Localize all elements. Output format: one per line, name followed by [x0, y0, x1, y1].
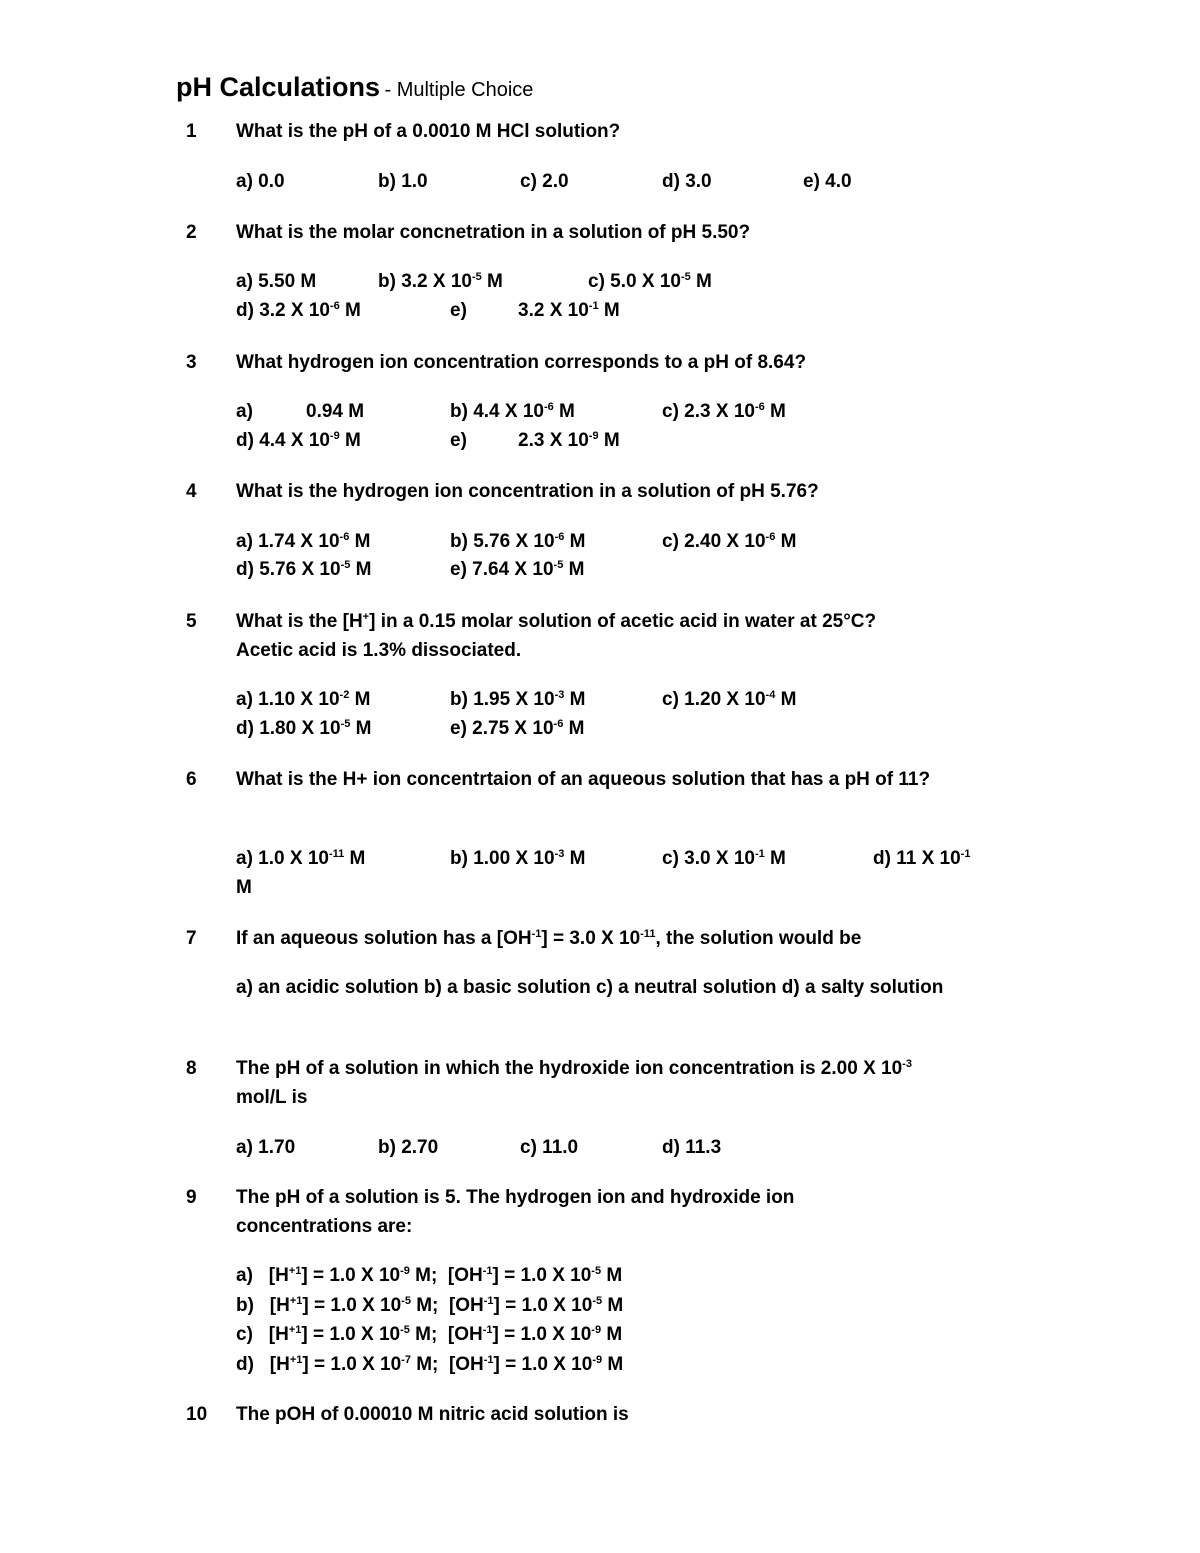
- question-text: The pH of a solution in which the hydroxide ion concentration is 2.00 X $10^{-3}$ mol/L is: [236, 1058, 912, 1108]
- answer-option: e): [450, 300, 467, 321]
- question-number: 2: [186, 222, 197, 243]
- answer-option-value: 0.94 M: [306, 401, 365, 422]
- answer-option: d) 11 X $10^{-1}$: [873, 848, 971, 869]
- question-number: 1: [186, 121, 197, 142]
- question-text: If an aqueous solution has a $[OH^{-1}] = 3.0$ X $10^{-11}$, the solution would be: [236, 928, 862, 949]
- answer-option: d) 5.76 X $10^{-5}$ M: [236, 559, 372, 580]
- answer-option: b) 1.0: [378, 171, 428, 192]
- answer-option: d) 3.2 X $10^{-6}$ M: [236, 300, 361, 321]
- answer-options: a) an acidic solution b) a basic solution c) a neutral solution d) a salty solution: [236, 977, 944, 998]
- answer-option: c) 5.0 X $10^{-5}$ M: [588, 271, 712, 292]
- question-text: The pH of a solution is 5. The hydrogen ion and hydroxide ion concentrations are:: [236, 1187, 795, 1237]
- answer-option: c) 11.0: [520, 1137, 579, 1158]
- question-number: 5: [186, 611, 197, 632]
- answer-option: d) 1.80 X $10^{-5}$ M: [236, 718, 372, 739]
- answer-option: c) 3.0 X $10^{-1}$ M: [662, 848, 786, 869]
- answer-option: b) 4.4 X $10^{-6}$ M: [450, 401, 575, 422]
- question-text: The pOH of 0.00010 M nitric acid solution is: [236, 1404, 629, 1425]
- answer-option: b) 1.00 X $10^{-3}$ M: [450, 848, 586, 869]
- answer-option: c) $[H^{+1}] = 1.0$ X $10^{-5}$ M; $[OH^{-1}] = 1.0$ X $10^{-9}$ M: [236, 1324, 623, 1345]
- question-number: 10: [186, 1404, 208, 1425]
- question-text: What is the hydrogen ion concentration in a solution of pH 5.76?: [236, 481, 819, 502]
- question-number: 8: [186, 1058, 197, 1079]
- answer-option: a) 1.74 X $10^{-6}$ M: [236, 531, 371, 552]
- answer-option: e): [450, 430, 467, 451]
- answer-option: a) 1.10 X $10^{-2}$ M: [236, 689, 371, 710]
- answer-option: a) 1.0 X $10^{-11}$ M: [236, 848, 366, 869]
- answer-option: c) 1.20 X $10^{-4}$ M: [662, 689, 797, 710]
- answer-option: c) 2.0: [520, 171, 569, 192]
- answer-option: b) 5.76 X $10^{-6}$ M: [450, 531, 586, 552]
- question-number: 7: [186, 928, 197, 949]
- answer-option: e) 4.0: [803, 171, 852, 192]
- answer-option: c) 2.3 X $10^{-6}$ M: [662, 401, 786, 422]
- answer-option: b) 2.70: [378, 1137, 439, 1158]
- answer-option: a): [236, 401, 253, 422]
- title-main: pH Calculations: [176, 72, 381, 102]
- question-text: What is the molar concnetration in a solution of pH 5.50?: [236, 222, 751, 243]
- answer-option: e) 7.64 X $10^{-5}$ M: [450, 559, 585, 580]
- question-text: What is the [H+] in a 0.15 molar solution of acetic acid in water at 25°C? Acetic acid is 1.3% dissociated.: [236, 611, 877, 661]
- answer-option-value: 2.3 X $10^{-9}$ M: [518, 430, 620, 451]
- title-subtitle: - Multiple Choice: [384, 79, 534, 101]
- answer-option: b) $[H^{+1}] = 1.0$ X $10^{-5}$ M; $[OH^{-1}] = 1.0$ X $10^{-5}$ M: [236, 1295, 624, 1316]
- question-number: 6: [186, 769, 197, 790]
- answer-option: b) 1.95 X $10^{-3}$ M: [450, 689, 586, 710]
- page-title: [176, 72, 533, 103]
- answer-option: d) $[H^{+1}] = 1.0$ X $10^{-7}$ M; $[OH^{-1}] = 1.0$ X $10^{-9}$ M: [236, 1354, 624, 1375]
- question-number: 4: [186, 481, 197, 502]
- question-text: What hydrogen ion concentration corresponds to a pH of 8.64?: [236, 352, 807, 373]
- answer-option: d) 4.4 X $10^{-9}$ M: [236, 430, 361, 451]
- answer-option: d) 3.0: [662, 171, 712, 192]
- question-number: 9: [186, 1187, 197, 1208]
- answer-option: a) 1.70: [236, 1137, 296, 1158]
- answer-option: e) 2.75 X $10^{-6}$ M: [450, 718, 585, 739]
- answer-option: b) 3.2 X $10^{-5}$ M: [378, 271, 503, 292]
- answer-option: a) $[H^{+1}] = 1.0$ X $10^{-9}$ M; $[OH^{-1}] = 1.0$ X $10^{-5}$ M: [236, 1265, 623, 1286]
- answer-option: a) 0.0: [236, 171, 285, 192]
- question-number: 3: [186, 352, 197, 373]
- answer-option: a) 5.50 M: [236, 271, 317, 292]
- answer-option-unit: M: [236, 877, 252, 898]
- answer-option: c) 2.40 X $10^{-6}$ M: [662, 531, 797, 552]
- answer-option: d) 11.3: [662, 1137, 722, 1158]
- question-text: What is the H+ ion concentrtaion of an aqueous solution that has a pH of 11?: [236, 769, 931, 790]
- answer-option-value: 3.2 X $10^{-1}$ M: [518, 300, 620, 321]
- question-text: What is the pH of a 0.0010 M HCl solution?: [236, 121, 621, 142]
